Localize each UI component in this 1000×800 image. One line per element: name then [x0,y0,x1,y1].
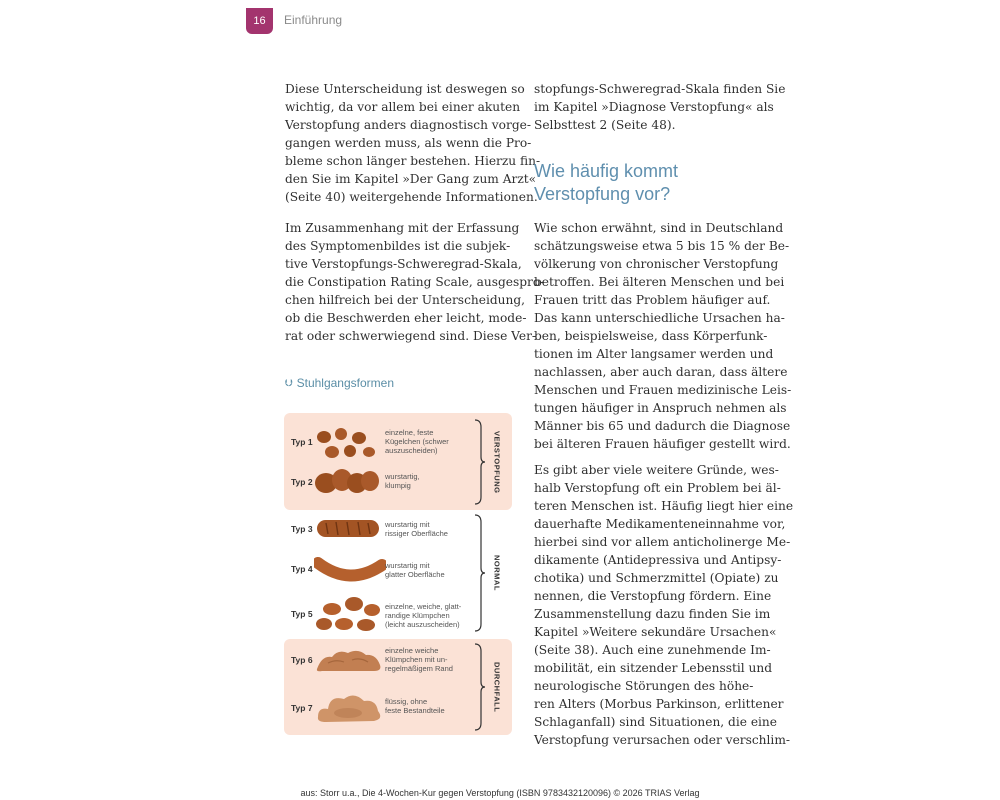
text-line: tungen häufiger in Anspruch nehmen als [534,401,787,415]
text-line: wichtig, da vor allem bei einer akuten [285,100,521,114]
text-line: Es gibt aber viele weitere Gründe, wes- [534,463,779,477]
text-line: gangen werden muss, als wenn die Pro- [285,136,532,150]
description-line: einzelne, weiche, glatt- [385,602,462,611]
constipation-bracket [474,419,486,505]
description-line: wurstartig, [385,472,420,481]
text-line: ben, beispielsweise, dass Körperfunk- [534,329,768,343]
text-line: teren Menschen ist. Häufig liegt hier eine [534,499,794,513]
text-line: Schlaganfall) sind Situationen, die eine [534,715,777,729]
text-line: Das kann unterschiedliche Ursachen ha- [534,311,785,325]
diarrhea-bracket [474,643,486,731]
description-line: (leicht auszuscheiden) [385,620,460,629]
description-line: Klümpchen mit un- [385,655,448,664]
type-1-label: Typ 1 [291,437,313,447]
text-line: Selbsttest 2 (Seite 48). [534,118,676,132]
text-line: bei älteren Frauen häufiger gestellt wird. [534,437,791,451]
heading-line: Wie häufig kommt [534,161,679,181]
description-line: Kügelchen (schwer [385,437,449,446]
description-line: wurstartig mit [385,561,430,570]
diarrhea-group-label: DURCHFALL [492,661,502,713]
right-paragraph-3 [534,461,794,749]
description-line: rissiger Oberfläche [385,529,448,538]
text-line: Frauen tritt das Problem häufiger auf. [534,293,771,307]
text-line: die Constipation Rating Scale, ausgespro- [285,275,545,289]
text-line: schätzungsweise etwa 5 bis 15 % der Be- [534,239,790,253]
text-line: halb Verstopfung oft ein Problem bei äl- [534,481,781,495]
text-line: völkerung von chronischer Verstopfung [534,257,779,271]
type-3-illustration [314,516,382,542]
type-6-label: Typ 6 [291,655,313,665]
bristol-stool-chart [284,413,512,735]
description-line: flüssig, ohne [385,697,428,706]
chapter-title: Einführung [284,13,343,27]
text-line: (Seite 40) weitergehende Informationen. [285,190,538,204]
heading-line: Verstopfung vor? [534,184,671,204]
description-line: regelmäßigem Rand [385,664,453,673]
description-line: randige Klümpchen [385,611,450,620]
normal-bracket [474,514,486,632]
text-line: des Symptomenbildes ist die subjek- [285,239,511,253]
text-line: nennen, die Verstopfung fördern. Eine [534,589,772,603]
text-line: chotika) und Schmerzmittel (Opiate) zu [534,571,779,585]
type-2-illustration [314,466,382,498]
text-line: stopfungs-Schweregrad-Skala finden Sie [534,82,786,96]
description-line: klumpig [385,481,411,490]
type-7-label: Typ 7 [291,703,313,713]
type-1-description [385,428,449,455]
description-line: einzelne, feste [385,428,434,437]
right-paragraph-2 [534,219,792,453]
page-number-badge: 16 [246,8,273,34]
description-line: auszuscheiden) [385,446,438,455]
text-line: rat oder schwerwiegend sind. Diese Ver- [285,329,537,343]
type-4-description [385,561,445,579]
text-line: Diese Unterscheidung ist deswegen so [285,82,525,96]
footer-citation: aus: Storr u.a., Die 4-Wochen-Kur gegen Verstopfung (ISBN 9783432120096) © 2026 TRIAS Verlag [300,788,700,798]
text-line: tive Verstopfungs-Schweregrad-Skala, [285,257,522,271]
constipation-group-label: VERSTOPFUNG [492,430,502,494]
type-1-illustration [314,425,380,463]
description-line: wurstartig mit [385,520,430,529]
text-line: nachlassen, aber auch daran, dass ältere [534,365,788,379]
type-7-description [385,697,445,715]
text-line: den Sie im Kapitel »Der Gang zum Arzt« [285,172,537,186]
left-paragraph-1 [285,80,541,206]
text-line: Zusammenstellung dazu finden Sie im [534,607,771,621]
text-line: dikamente (Antidepressiva und Antipsy- [534,553,782,567]
type-7-illustration [314,689,386,725]
figure-caption-text: Stuhlgangsformen [296,376,395,390]
text-line: neurologische Störungen des höhe- [534,679,754,693]
type-2-description [385,472,420,490]
text-line: dauerhafte Medikamenteneinnahme vor, [534,517,786,531]
type-3-label: Typ 3 [291,524,313,534]
text-line: tionen im Alter langsamer werden und [534,347,774,361]
text-line: Menschen und Frauen medizinische Leis- [534,383,792,397]
type-6-description [385,646,453,673]
text-line: Im Zusammenhang mit der Erfassung [285,221,520,235]
text-line: Männer bis 65 und dadurch die Diagnose [534,419,791,433]
type-6-illustration [314,645,384,675]
type-4-label: Typ 4 [291,564,313,574]
description-line: feste Bestandteile [385,706,445,715]
text-line: ob die Beschwerden eher leicht, mode- [285,311,527,325]
description-line: einzelne weiche [385,646,439,655]
text-line: mobilität, ein sitzender Lebensstil und [534,661,773,675]
text-line: betroffen. Bei älteren Menschen und bei [534,275,785,289]
type-5-description [385,602,461,629]
text-line: Verstopfung anders diagnostisch vorge- [285,118,531,132]
description-line: glatter Oberfläche [385,570,445,579]
text-line: (Seite 38). Auch eine zunehmende Im- [534,643,771,657]
type-3-description [385,520,448,538]
section-heading [534,160,678,206]
text-line: im Kapitel »Diagnose Verstopfung« als [534,100,774,114]
left-paragraph-2 [285,219,545,345]
text-line: Verstopfung verursachen oder verschlim- [534,733,791,747]
text-line: hierbei sind vor allem anticholinerge Me- [534,535,791,549]
text-line: chen hilfreich bei der Unterscheidung, [285,293,526,307]
type-5-label: Typ 5 [291,609,313,619]
text-line: ren Alters (Morbus Parkinson, erlittener [534,697,784,711]
type-5-illustration [314,593,384,635]
normal-group-label: NORMAL [492,555,502,591]
text-line: Kapitel »Weitere sekundäre Ursachen« [534,625,777,639]
text-line: bleme schon länger bestehen. Hierzu fin- [285,154,541,168]
type-2-label: Typ 2 [291,477,313,487]
right-paragraph-1 [534,80,786,134]
figure-caption [285,376,394,390]
double-chevron-down-icon: ⮋ [285,377,293,389]
type-4-illustration [314,551,386,587]
text-line: Wie schon erwähnt, sind in Deutschland [534,221,784,235]
